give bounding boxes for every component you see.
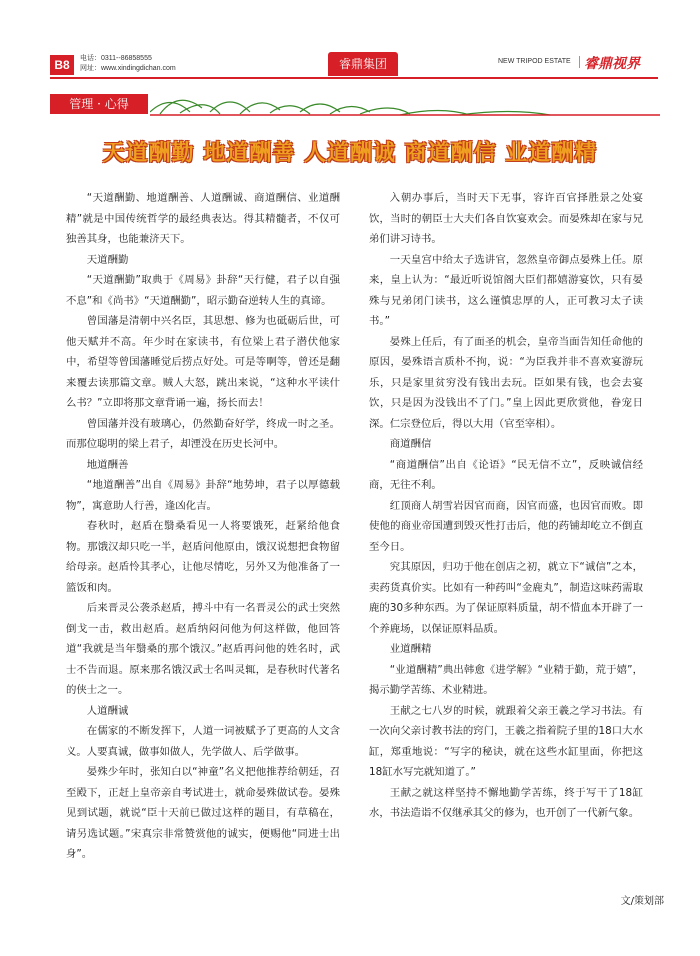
contact-info [80, 54, 176, 74]
subheading: 商道酬信 [389, 438, 432, 450]
right-column [369, 188, 643, 824]
left-column [66, 188, 340, 865]
grass-decoration [150, 88, 660, 118]
subheading: 业道酬精 [389, 643, 432, 655]
estate-label: NEW TRIPOD ESTATE [498, 58, 571, 65]
article-title: 天道酬勤 地道酬善 人道酬诚 商道酬信 业道酬精 [102, 141, 598, 166]
paragraph: 入朝办事后，当时天下无事，容许百官择胜景之处宴饮，当时的朝臣士大夫们各自饮宴欢会。而晏殊却在家与兄弟们讲习诗书。 [369, 192, 643, 245]
paragraph: 曾国藩并没有玻璃心，仍然勤奋好学，终成一时之圣。而那位聪明的梁上君子，却湮没在历史长河中。 [66, 417, 340, 450]
paragraph: “商道酬信”出自《论语》“民无信不立”，反映诚信经商，无往不利。 [369, 458, 643, 491]
brand-logo: 睿鼎视界 [584, 56, 640, 72]
page-header [0, 0, 700, 80]
paragraph: 后来晋灵公袭杀赵盾，搏斗中有一名晋灵公的武士突然倒戈一击，救出赵盾。赵盾纳闷问他为何这样做，他回答道“我就是当年翳桑的那个饿汉。”赵盾再问他的姓名时，武士不告而退。原来那名饿汉武士名叫灵辄，是春秋时代著名的侠士之一。 [66, 602, 340, 696]
paragraph: “业道酬精”典出韩愈《进学解》“业精于勤，荒于嬉”，揭示勤学苦练、术业精进。 [369, 663, 643, 696]
header-rule [50, 77, 658, 79]
paragraph: 春秋时，赵盾在翳桑看见一人将要饿死，赶紧给他食物。那饿汉却只吃一半，赵盾问他原由，饿汉说想把食物留给母亲。赵盾怜其孝心，让他尽情吃，另外又为他准备了一篮饭和肉。 [66, 520, 340, 594]
website-text: 网址：www.xindingdichan.com [80, 65, 176, 72]
group-banner: 睿鼎集团 [328, 52, 398, 76]
paragraph: 晏殊少年时，张知白以“神童”名义把他推荐给朝廷，召至殿下，正赶上皇帝亲自考试进士，就命晏殊做试卷。晏殊见到试题，就说“臣十天前已做过这样的题目，有草稿在，请另选试题。”宋真宗非常赞赏他的诚实，便赐他“同进士出身”。 [66, 766, 340, 860]
subheading: 人道酬诚 [86, 704, 129, 717]
paragraph: 一天皇宫中给太子选讲官，忽然皇帝御点晏殊上任。原来，皇上认为：“最近听说馆阁大臣们都嬉游宴饮，只有晏殊与兄弟闭门读书，这么谨慎忠厚的人，正可教习太子读书。” [369, 253, 643, 327]
byline: 文/策划部 [620, 896, 664, 907]
paragraph: 在儒家的不断发挥下，人道一词被赋予了更高的人文含义。人要真诚，做事如做人，先学做人、后学做事。 [66, 725, 340, 758]
subheading: 天道酬勤 [86, 253, 129, 266]
paragraph: “天道酬勤、地道酬善、人道酬诚、商道酬信、业道酬精”就是中国传统哲学的最经典表达。得其精髓者，不仅可独善其身，也能兼济天下。 [66, 192, 340, 245]
paragraph: 王献之七八岁的时候，就跟着父亲王羲之学习书法。有一次向父亲讨教书法的窍门，王羲之指着院子里的18口大水缸，郑重地说：“写字的秘诀，就在这些水缸里面，你把这18缸水写完就知道了。” [369, 704, 643, 778]
page-number: B8 [50, 55, 74, 75]
subheading: 地道酬善 [86, 458, 129, 471]
paragraph: 红顶商人胡雪岩因官而商，因官而盛，也因官而败。即使他的商业帝国遭到毁灭性打击后，他的药铺却屹立不倒直至今日。 [369, 499, 643, 553]
phone-text: 电话：0311--86858555 [80, 55, 152, 62]
paragraph: “天道酬勤”取典于《周易》卦辞“天行健，君子以自强不息”和《尚书》“天道酬勤”，昭示勤奋逆转人生的真谛。 [66, 274, 340, 307]
brand-divider [579, 56, 580, 68]
paragraph: 曾国藩是清朝中兴名臣，其思想、修为也砥砺后世，可他天赋并不高。年少时在家读书，有位梁上君子潜伏他家中，希望等曾国藩睡觉后捞点好处。可是等啊等，曾还是翻来覆去读那篇文章。贼人大怒，跳出来说，“这种水平读什么书？”立即将那文章背诵一遍，扬长而去！ [66, 315, 340, 409]
paragraph: 晏殊上任后，有了面圣的机会，皇帝当面告知任命他的原因，晏殊语言质朴不拘，说：“为臣我并非不喜欢宴游玩乐，只是家里贫穷没有钱出去玩。臣如果有钱，也会去宴饮，只是因为没钱出不了门。”皇上因此更欣赏他，眷宠日深。仁宗登位后，得以大用（官至宰相）。 [369, 335, 643, 430]
paragraph: 王献之就这样坚持不懈地勤学苦练，终于写干了18缸水，书法造诣不仅继承其父的修为，也开创了一代新气象。 [369, 786, 643, 819]
section-tag: 管理 · 心得 [50, 94, 148, 114]
paragraph: “地道酬善”出自《周易》卦辞“地势坤，君子以厚德载物”，寓意助人行善，逢凶化吉。 [66, 479, 340, 512]
paragraph: 究其原因，归功于他在创店之初，就立下“诚信”之本，卖药货真价实。比如有一种药叫“金鹿丸”，制造这味药需取鹿的30多种东西。为了保证原料质量，胡不惜血本开辟了一个养鹿场，以保证原料品质。 [369, 561, 643, 635]
